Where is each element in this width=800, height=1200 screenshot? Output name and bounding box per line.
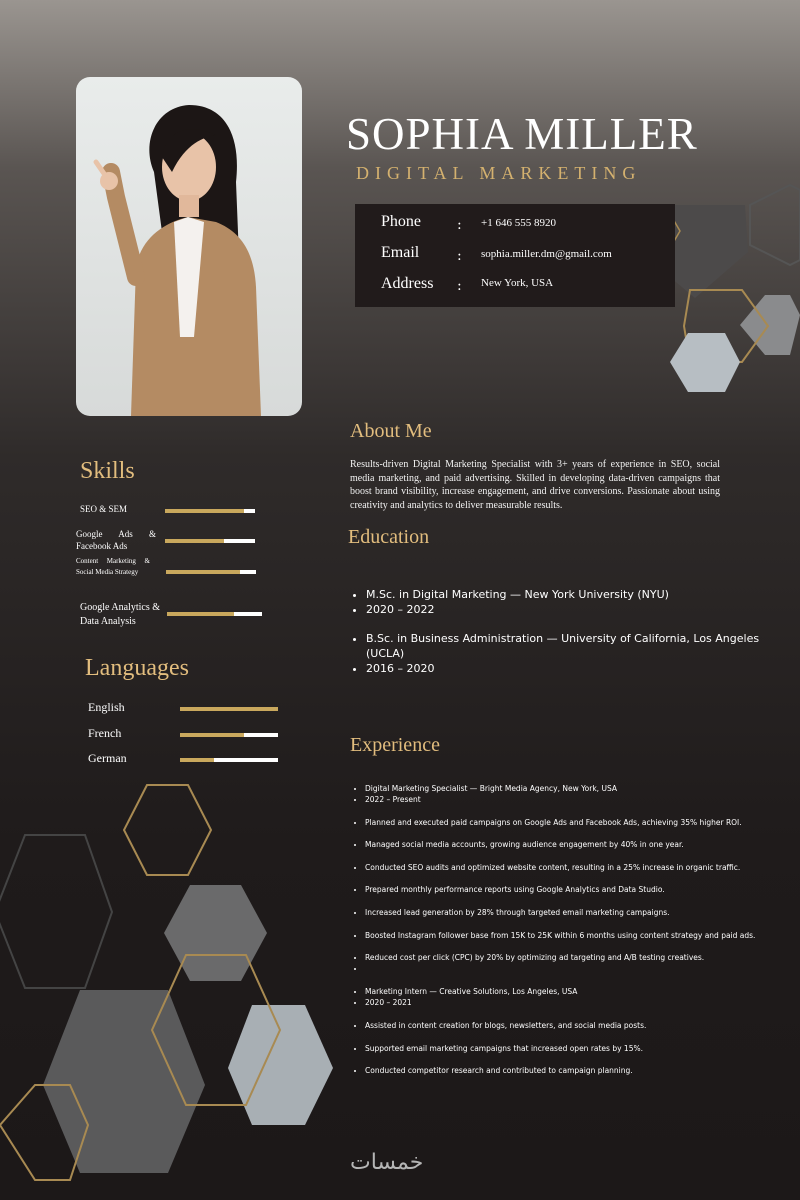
skill-bar xyxy=(166,570,256,574)
address-label: Address xyxy=(381,275,434,292)
phone-label: Phone xyxy=(381,213,421,230)
education-heading: Education xyxy=(348,526,430,548)
experience-point: • Prepared monthly performance reports using Google Analytics and Data Studio. xyxy=(365,884,665,895)
skill-bar-fill xyxy=(167,612,234,616)
job-title-line: • Digital Marketing Specialist — Bright Media Agency, New York, USA xyxy=(365,783,617,794)
language-label: French xyxy=(88,726,122,740)
job2-point-1 xyxy=(349,1020,646,1031)
job1-point-2 xyxy=(349,839,684,850)
address-colon: : xyxy=(457,278,462,294)
job1-point-4 xyxy=(349,884,665,895)
skill-label: Google Ads & Facebook Ads xyxy=(76,529,156,551)
address-value: New York, USA xyxy=(481,277,554,289)
job1-point-7 xyxy=(349,952,704,974)
skill-label: Google Analytics & Data Analysis xyxy=(80,602,160,627)
education-degree-2 xyxy=(350,631,800,676)
experience-point: • Supported email marketing campaigns that increased open rates by 15%. xyxy=(365,1043,643,1054)
language-label: English xyxy=(88,700,125,714)
experience-point: • Managed social media accounts, growing audience engagement by 40% in one year. xyxy=(365,839,684,850)
skill-label: SEO & SEM xyxy=(80,504,128,514)
skill-bar-fill xyxy=(165,509,244,513)
contact-panel xyxy=(355,204,675,307)
job1-point-1 xyxy=(349,817,742,828)
job1-point-5 xyxy=(349,907,670,918)
watermark-logo: خمسات xyxy=(350,1150,424,1175)
language-bar xyxy=(180,707,278,711)
experience-heading: Experience xyxy=(350,734,440,756)
candidate-name: SOPHIA MILLER xyxy=(346,109,698,159)
experience-job-2 xyxy=(349,986,577,1008)
language-bar xyxy=(180,758,278,762)
experience-point: • Conducted competitor research and contributed to campaign planning. xyxy=(365,1065,633,1076)
skill-label: Content Marketing & Social Media Strategy xyxy=(76,557,150,576)
education-item: • 2016 – 2020 xyxy=(366,661,800,676)
language-bar-fill xyxy=(180,758,214,762)
education-degree-1 xyxy=(350,587,669,617)
language-label: German xyxy=(88,751,127,765)
experience-point: • Increased lead generation by 28% through targeted email marketing campaigns. xyxy=(365,907,670,918)
skill-bar-fill xyxy=(165,539,224,543)
job1-point-6 xyxy=(349,930,755,941)
job-dates: • 2020 – 2021 xyxy=(365,997,577,1008)
job1-point-3 xyxy=(349,862,740,873)
experience-point: • Conducted SEO audits and optimized website content, resulting in a 25% increase in organic traffic. xyxy=(365,862,740,873)
about-heading: About Me xyxy=(350,420,432,442)
education-item: • M.Sc. in Digital Marketing — New York University (NYU) xyxy=(366,587,669,602)
phone-value: +1 646 555 8920 xyxy=(481,217,556,229)
job-dates: • 2022 – Present xyxy=(365,794,617,805)
job2-point-2 xyxy=(349,1043,643,1054)
phone-colon: : xyxy=(457,217,462,233)
email-value: sophia.miller.dm@gmail.com xyxy=(481,248,612,260)
profile-photo xyxy=(76,77,302,416)
job2-point-3 xyxy=(349,1065,633,1076)
language-bar-fill xyxy=(180,707,278,711)
hexagon-decoration-bottom xyxy=(0,780,340,1200)
experience-point: • Boosted Instagram follower base from 15K to 25K within 6 months using content strategy and paid ads. xyxy=(365,930,755,941)
job-title-line: • Marketing Intern — Creative Solutions, Los Angeles, USA xyxy=(365,986,577,997)
person-illustration xyxy=(76,77,302,416)
email-label: Email xyxy=(381,244,420,261)
skill-bar xyxy=(165,509,255,513)
skill-bar xyxy=(165,539,255,543)
email-colon: : xyxy=(457,248,462,264)
experience-point: • Assisted in content creation for blogs, newsletters, and social media posts. xyxy=(365,1020,646,1031)
language-bar-fill xyxy=(180,733,244,737)
experience-point: • Planned and executed paid campaigns on Google Ads and Facebook Ads, achieving 35% higher ROI. xyxy=(365,817,742,828)
experience-point-empty xyxy=(365,963,704,974)
skill-bar-fill xyxy=(166,570,240,574)
language-bar xyxy=(180,733,278,737)
experience-job-1 xyxy=(349,783,617,805)
education-item: • 2020 – 2022 xyxy=(366,602,669,617)
education-item: • B.Sc. in Business Administration — University of California, Los Angeles (UCLA) xyxy=(366,631,800,661)
skills-heading: Skills xyxy=(80,458,135,484)
skill-bar xyxy=(167,612,262,616)
job-title: DIGITAL MARKETING xyxy=(356,163,642,183)
experience-point: • Reduced cost per click (CPC) by 20% by optimizing ad targeting and A/B testing creatives. xyxy=(365,952,704,963)
languages-heading: Languages xyxy=(85,655,189,681)
about-text: Results-driven Digital Marketing Specialist with 3+ years of experience in SEO, social media marketing, and paid advertising. Skilled in developing data-driven campaigns that boost brand visibility, increase engagement, and drive conversions. Passionate about using creativity and analytics to deliver measurable results. xyxy=(350,459,720,511)
